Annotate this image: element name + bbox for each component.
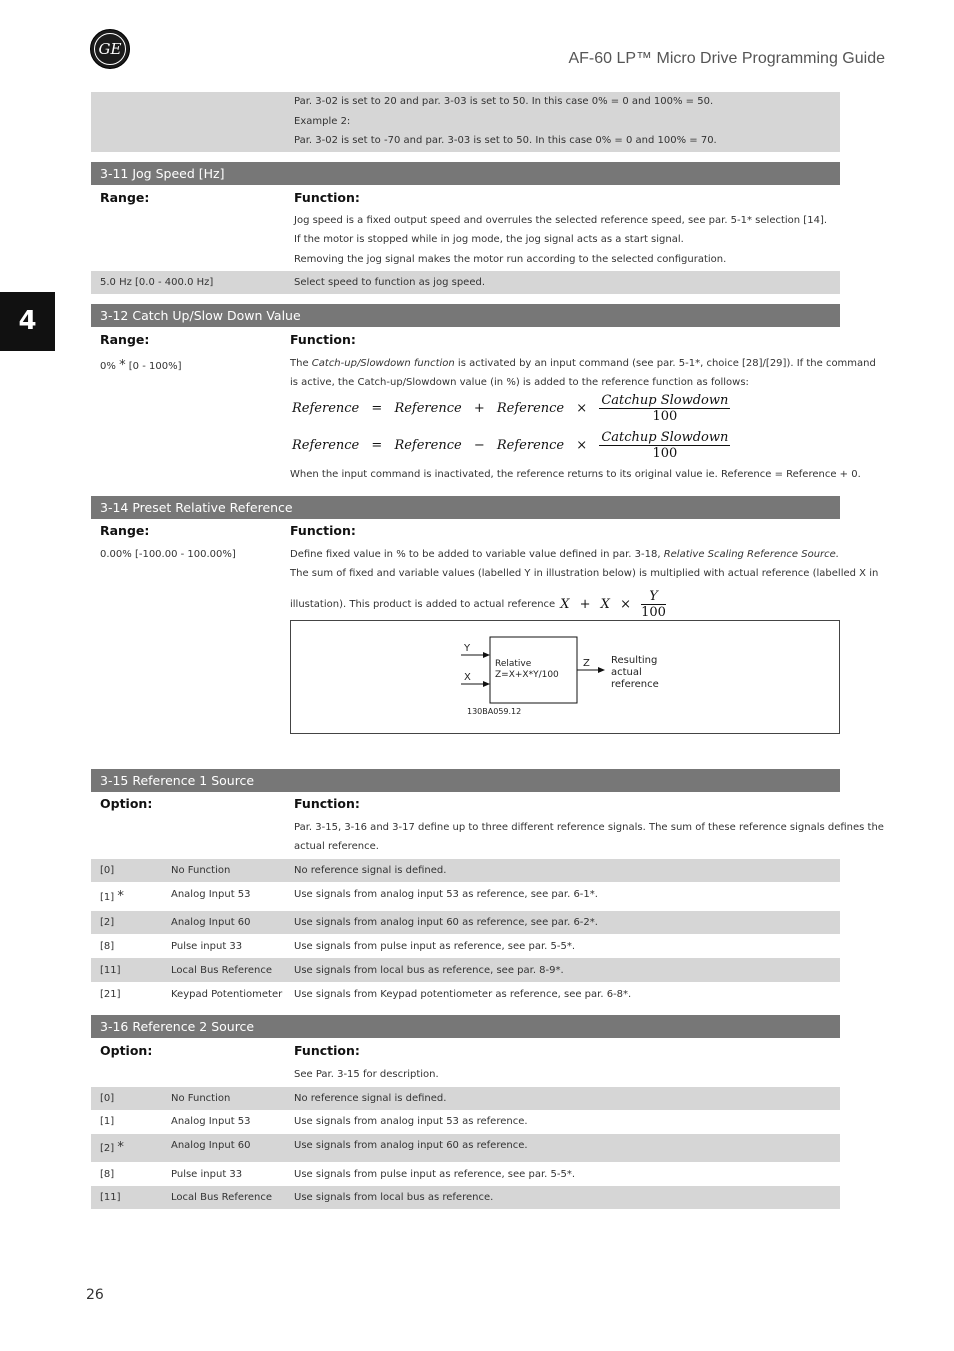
option-code: [1] — [100, 1116, 115, 1127]
eq-operator: × — [576, 401, 588, 416]
default-marker: * — [119, 358, 126, 373]
option-desc: Use signals from analog input 53 as reference, see par. 6-1*. — [294, 889, 598, 900]
p312-desc-pre: The — [290, 358, 312, 369]
option-name: Pulse input 33 — [171, 1169, 243, 1180]
eq-denominator: 100 — [652, 446, 678, 461]
p314-desc-1 — [290, 549, 839, 560]
eq-term: Reference — [496, 438, 565, 453]
option-desc: Use signals from analog input 60 as reference, see par. 6-2*. — [294, 917, 598, 928]
figure-code: 130BA059.12 — [467, 707, 522, 716]
option-desc: Use signals from analog input 53 as reference. — [294, 1116, 528, 1127]
option-code: [0] — [100, 865, 115, 876]
p311-desc-1: Jog speed is a fixed output speed and overrules the selected reference speed, see par. 5-1* selection [14]. — [294, 215, 828, 226]
p311-range-desc: Select speed to function as jog speed. — [294, 277, 485, 288]
option-name: Analog Input 53 — [171, 889, 251, 900]
option-code — [100, 889, 124, 904]
option-label: Option: — [100, 796, 153, 811]
p312-desc-2: is active, the Catch-up/Slowdown value (in %) is added to the reference function as follows: — [290, 377, 749, 388]
document-title: AF-60 LP™ Micro Drive Programming Guide — [568, 50, 885, 67]
range-label: Range: — [100, 190, 150, 205]
ge-logo-text: GE — [94, 33, 126, 65]
formula-fraction — [641, 589, 666, 620]
p312-desc-3: When the input command is inactivated, the reference returns to its original value ie. Reference = Reference + 0. — [290, 469, 861, 480]
range-label: Range: — [100, 332, 150, 347]
eq-operator: − — [473, 438, 485, 453]
eq-term: Reference — [496, 401, 565, 416]
param-3-14-header: 3-14 Preset Relative Reference — [91, 496, 840, 519]
option-desc: Use signals from pulse input as reference, see par. 5-5*. — [294, 1169, 576, 1180]
option-desc: Use signals from Keypad potentiometer as reference, see par. 6-8*. — [294, 989, 632, 1000]
p312-desc-post: is activated by an input command (see par. 5-1*, choice [28]/[29]). If the command — [454, 358, 876, 369]
diagram-svg — [291, 621, 839, 733]
option-name: No Function — [171, 865, 231, 876]
option-desc: Use signals from pulse input as reference, see par. 5-5*. — [294, 941, 576, 952]
p315-desc-1: Par. 3-15, 3-16 and 3-17 define up to three different reference signals. The sum of these reference signals defines the — [294, 822, 884, 833]
formula-numerator: Y — [641, 589, 666, 605]
option-code — [100, 1140, 124, 1155]
option-name: Analog Input 53 — [171, 1116, 251, 1127]
param-3-15-header: 3-15 Reference 1 Source — [91, 769, 840, 792]
output-label-1: Resulting — [611, 655, 658, 666]
block-label-1: Relative — [495, 659, 532, 669]
p312-range — [100, 358, 181, 373]
eq-term: Reference — [292, 438, 360, 453]
output-label — [611, 655, 659, 691]
p311-desc-2: If the motor is stopped while in jog mode, the jog signal acts as a start signal. — [294, 234, 684, 245]
intro-line-3: Par. 3-02 is set to -70 and par. 3-03 is set to 50. In this case 0% = 0 and 100% = 70. — [294, 135, 717, 146]
option-name: Analog Input 60 — [171, 917, 251, 928]
page-number: 26 — [86, 1287, 104, 1303]
formula-denominator: 100 — [641, 605, 666, 620]
formula-term: X — [560, 597, 570, 612]
option-code: [21] — [100, 989, 121, 1000]
option-name: No Function — [171, 1093, 231, 1104]
option-label: Option: — [100, 1043, 153, 1058]
p312-range-value: 0% — [100, 361, 116, 372]
output-label-3: reference — [611, 679, 659, 690]
p314-desc-3-text: illustation). This product is added to actual reference — [290, 599, 556, 610]
function-label: Function: — [290, 332, 356, 347]
function-label: Function: — [290, 523, 356, 538]
eq-operator: + — [473, 401, 485, 416]
equation-slowdown — [292, 430, 730, 461]
x-arrowhead — [483, 681, 490, 687]
param-3-11-header: 3-11 Jog Speed [Hz] — [91, 162, 840, 185]
option-desc: No reference signal is defined. — [294, 1093, 447, 1104]
option-desc: Use signals from analog input 60 as reference. — [294, 1140, 528, 1151]
p312-desc-1 — [290, 358, 876, 369]
option-code: [8] — [100, 941, 115, 952]
y-label: Y — [464, 643, 471, 654]
eq-numerator: Catchup Slowdown — [601, 430, 729, 445]
p316-desc-1: See Par. 3-15 for description. — [294, 1069, 439, 1080]
function-label: Function: — [294, 190, 360, 205]
option-name: Keypad Potentiometer — [171, 989, 283, 1000]
p315-desc-2: actual reference. — [294, 841, 379, 852]
range-label: Range: — [100, 523, 150, 538]
p314-desc-italic: Relative Scaling Reference Source. — [663, 549, 840, 560]
eq-fraction — [599, 430, 730, 461]
formula-term: X — [600, 597, 610, 612]
ge-logo — [90, 29, 130, 69]
block-label-2: Z=X+X*Y/100 — [495, 670, 559, 680]
eq-term: Reference — [292, 401, 360, 416]
function-label: Function: — [294, 1043, 360, 1058]
option-desc: Use signals from local bus as reference, see par. 8-9*. — [294, 965, 564, 976]
option-code: [8] — [100, 1169, 115, 1180]
function-label: Function: — [294, 796, 360, 811]
p312-desc-italic: Catch-up/Slowdown function — [311, 358, 455, 369]
p311-range-value: 5.0 Hz [0.0 - 400.0 Hz] — [100, 277, 214, 288]
option-code: [11] — [100, 965, 121, 976]
p314-desc-pre: Define fixed value in % to be added to variable value defined in par. 3-18, — [290, 549, 664, 560]
option-code: [0] — [100, 1093, 115, 1104]
intro-line-2: Example 2: — [294, 116, 351, 127]
relative-reference-diagram — [290, 620, 840, 734]
eq-term: Reference — [394, 401, 462, 416]
p311-desc-3: Removing the jog signal makes the motor run according to the selected configuration. — [294, 254, 727, 265]
option-desc: Use signals from local bus as reference. — [294, 1192, 494, 1203]
param-3-12-header: 3-12 Catch Up/Slow Down Value — [91, 304, 840, 327]
p314-desc-2: The sum of fixed and variable values (labelled Y in illustration below) is multiplied with actual reference (labelled X in — [290, 568, 879, 579]
eq-numerator: Catchup Slowdown — [601, 393, 729, 408]
z-label: Z — [583, 658, 590, 669]
eq-operator: × — [576, 438, 588, 453]
formula-operator: + — [579, 597, 591, 612]
y-arrowhead — [483, 652, 490, 658]
default-marker: * — [117, 889, 124, 904]
eq-fraction — [599, 393, 730, 424]
option-name: Local Bus Reference — [171, 1192, 273, 1203]
formula-operator: × — [620, 597, 631, 612]
option-name: Local Bus Reference — [171, 965, 273, 976]
default-marker: * — [117, 1140, 124, 1155]
eq-operator: = — [371, 438, 383, 453]
intro-line-1: Par. 3-02 is set to 20 and par. 3-03 is set to 50. In this case 0% = 0 and 100% = 50. — [294, 96, 714, 107]
eq-term: Reference — [394, 438, 462, 453]
eq-operator: = — [371, 401, 383, 416]
p314-desc-3 — [290, 589, 666, 620]
p312-range-limits: [0 - 100%] — [128, 361, 182, 372]
option-code-text: [1] — [100, 892, 115, 903]
option-name: Pulse input 33 — [171, 941, 243, 952]
eq-denominator: 100 — [652, 409, 678, 424]
equation-catchup — [292, 393, 730, 424]
param-3-16-header: 3-16 Reference 2 Source — [91, 1015, 840, 1038]
z-arrowhead — [598, 667, 605, 673]
option-code: [2] — [100, 917, 115, 928]
output-label-2: actual — [611, 667, 642, 678]
option-name: Analog Input 60 — [171, 1140, 251, 1151]
option-code: [11] — [100, 1192, 121, 1203]
p314-range-value: 0.00% [-100.00 - 100.00%] — [100, 549, 236, 560]
option-desc: No reference signal is defined. — [294, 865, 447, 876]
x-label: X — [464, 672, 471, 683]
relative-formula — [560, 589, 666, 620]
chapter-tab: 4 — [0, 292, 55, 351]
option-code-text: [2] — [100, 1143, 115, 1154]
